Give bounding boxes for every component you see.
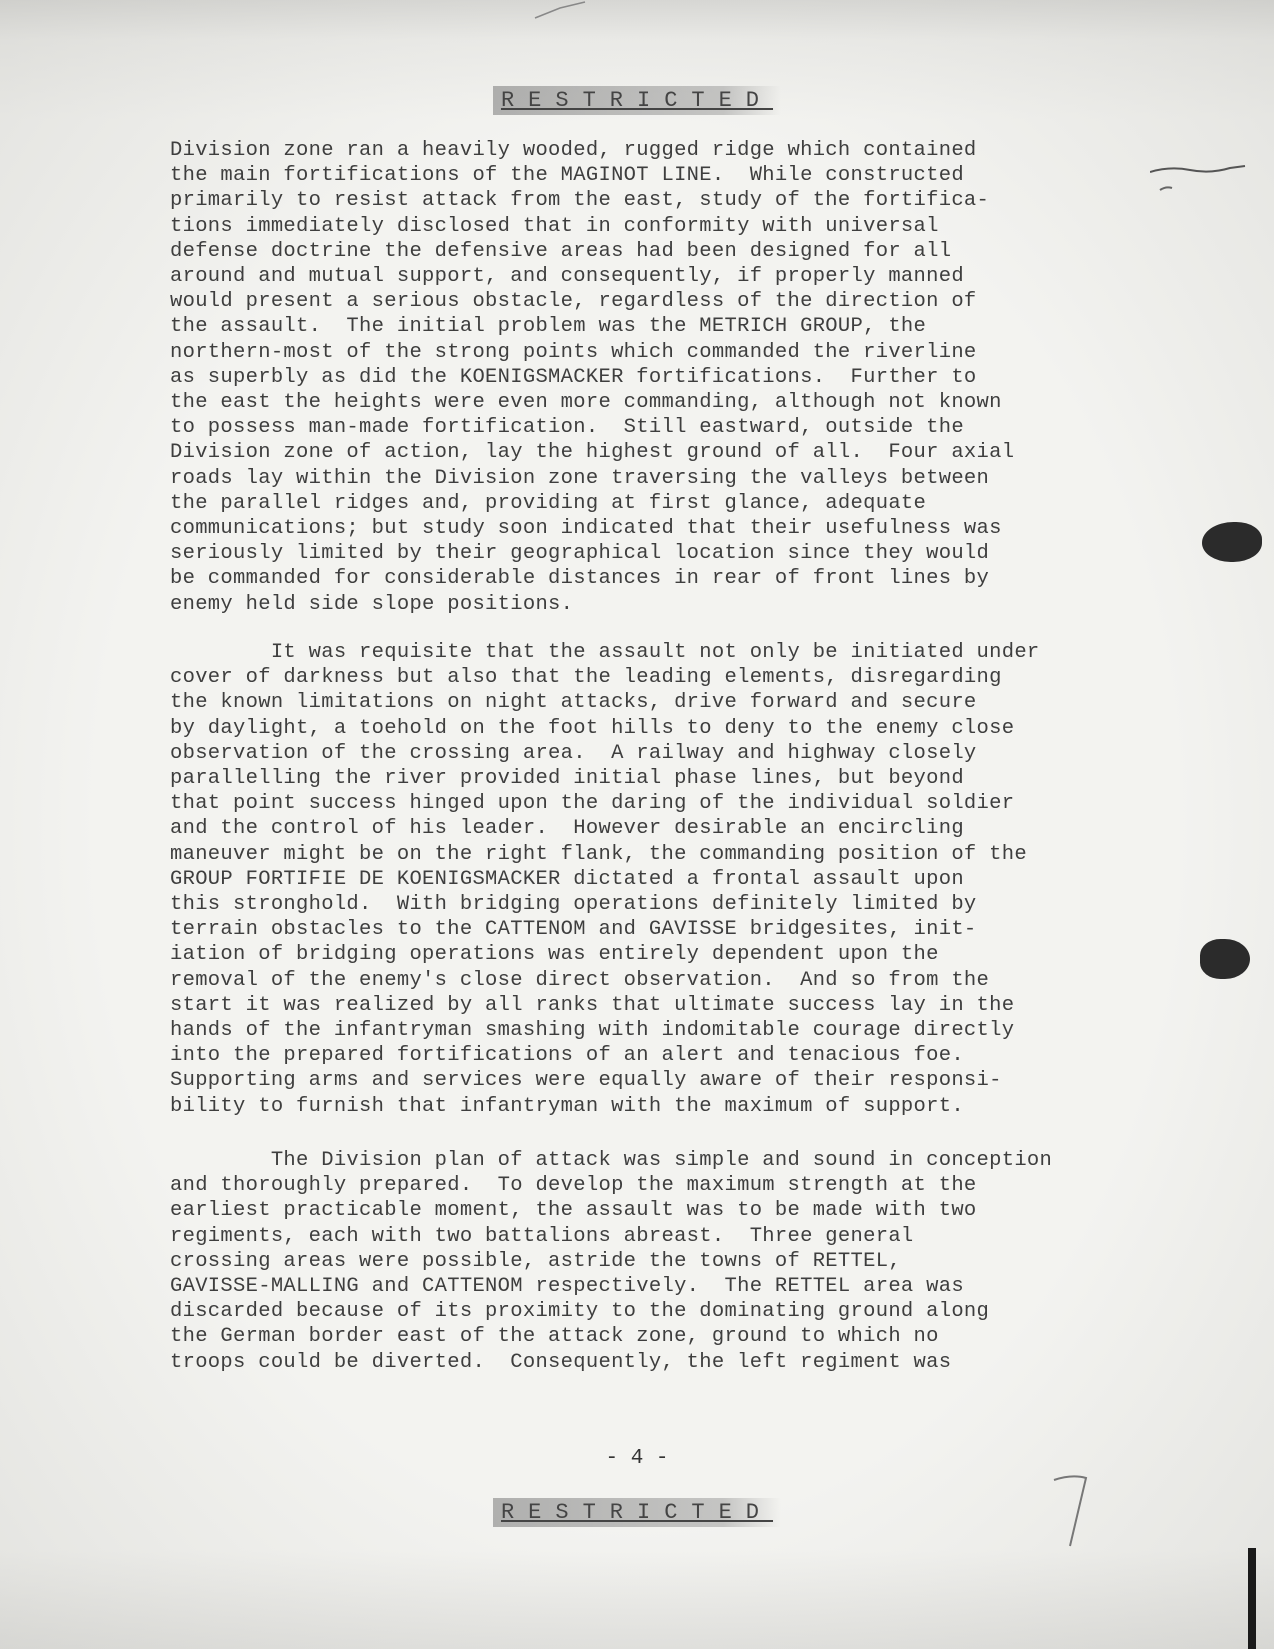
ink-blot-icon — [1200, 939, 1250, 979]
footer-classification-text: RESTRICTED — [493, 1498, 781, 1527]
ink-blot-icon — [1202, 522, 1262, 562]
header-classification-stamp — [0, 86, 1274, 115]
body-paragraph-2: It was requisite that the assault not only be initiated under cover of darkness but also that the leading elements, disregarding the known limitations on night attacks, drive forward and secure by daylight, a toehold on the foot hills to deny to the enemy close observation of the crossing area. A railway and highway closely parallelling the river provided initial phase lines, but beyond that point success hinged upon the daring of the individual soldier and the control of his leader. However desirable an encircling maneuver might be on the right flank, the commanding position of the GROUP FORTIFIE DE KOENIGSMACKER dictated a frontal assault upon this stronghold. With bridging operations definitely limited by terrain obstacles to the CATTENOM and GAVISSE bridgesites, init- iation of bridging operations was entirely dependent upon the removal of the enemy's close direct observation. And so from the start it was realized by all ranks that ultimate success lay in the hands of the infantryman smashing with indomitable courage directly into the prepared fortifications of an alert and tenacious foe. Supporting arms and services were equally aware of their responsi- bility to furnish that infantryman with the maximum of support. — [170, 641, 1040, 1118]
page-number: - 4 - — [605, 1447, 669, 1470]
body-paragraph-3: The Division plan of attack was simple and sound in conception and thoroughly prepared. To develop the maximum strength at the earliest practicable moment, the assault was to be made with two regiments, each with two battalions abreast. Three general crossing areas were possible, astride the towns of RETTEL, GAVISSE-MALLING and CATTENOM respectively. The RETTEL area was discarded because of its proximity to the dominating ground along the German border east of the attack zone, ground to which no troops could be diverted. Consequently, the left regiment was — [170, 1149, 1053, 1374]
header-classification-text: RESTRICTED — [493, 86, 781, 115]
handwritten-seven-icon — [1052, 1470, 1092, 1550]
scan-edge-bar — [1248, 1548, 1256, 1649]
body-paragraph-1: Division zone ran a heavily wooded, rugged ridge which contained the main fortifications of the MAGINOT LINE. While constructed primarily to resist attack from the east, study of the fortifica- tions immediately disclosed that in conformity with universal defense doctrine the defensive areas had been designed for all around and mutual support, and consequently, if properly manned would present a serious obstacle, regardless of the direction of the assault. The initial problem was the METRICH GROUP, the northern-most of the strong points which commanded the riverline as superbly as did the KOENIGSMACKER fortifications. Further to the east the heights were even more commanding, although not known to possess man-made fortification. Still eastward, outside the Division zone of action, lay the highest ground of all. Four axial roads lay within the Division zone traversing the valleys between the parallel ridges and, providing at first glance, adequate communications; but study soon indicated that their usefulness was seriously limited by their geographical location since they would be commanded for considerable distances in rear of front lines by enemy held side slope positions. — [170, 139, 1015, 616]
scratch-mark-icon — [530, 0, 590, 20]
